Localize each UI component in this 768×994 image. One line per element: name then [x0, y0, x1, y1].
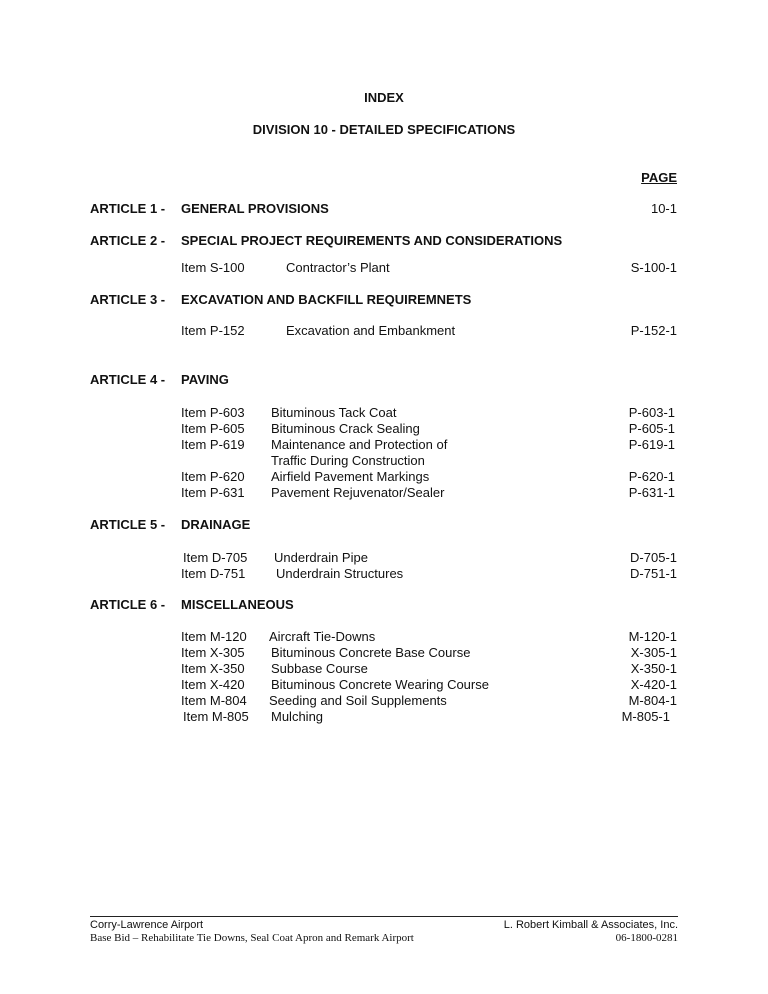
item-x305-desc: Bituminous Concrete Base Course	[271, 645, 471, 660]
article-5-label: ARTICLE 5 -	[90, 517, 166, 532]
item-p603-desc: Bituminous Tack Coat	[271, 405, 397, 420]
item-s100-desc: Contractor’s Plant	[286, 260, 390, 275]
item-p152-page: P-152-1	[630, 323, 677, 338]
item-x305-number: Item X-305	[181, 645, 245, 660]
article-2-title: SPECIAL PROJECT REQUIREMENTS AND CONSIDERATIONS	[181, 233, 563, 248]
item-m120-number: Item M-120	[181, 629, 247, 644]
article-2-label: ARTICLE 2 -	[90, 233, 166, 248]
item-p603-number: Item P-603	[181, 405, 245, 420]
item-x420-page: X-420-1	[630, 677, 677, 692]
item-p605-page: P-605-1	[628, 421, 675, 436]
article-3-title: EXCAVATION AND BACKFILL REQUIREMNETS	[181, 292, 472, 307]
article-1-page: 10-1	[650, 201, 677, 216]
item-p620-page: P-620-1	[628, 469, 675, 484]
footer-project-number: 06-1800-0281	[615, 932, 678, 944]
article-3-label: ARTICLE 3 -	[90, 292, 166, 307]
item-p605-number: Item P-605	[181, 421, 245, 436]
footer-project-name: Corry-Lawrence Airport	[90, 919, 204, 931]
item-p619-page: P-619-1	[628, 437, 675, 452]
article-6-label: ARTICLE 6 -	[90, 597, 166, 612]
item-d751-desc: Underdrain Structures	[276, 566, 404, 581]
item-x420-desc: Bituminous Concrete Wearing Course	[271, 677, 489, 692]
article-5-title: DRAINAGE	[181, 517, 251, 532]
footer-project-description: Base Bid – Rehabilitate Tie Downs, Seal Coat Apron and Remark Airport	[90, 932, 414, 944]
article-1-label: ARTICLE 1 -	[90, 201, 166, 216]
item-d751-number: Item D-751	[181, 566, 246, 581]
item-d705-desc: Underdrain Pipe	[274, 550, 368, 565]
item-m120-desc: Aircraft Tie-Downs	[269, 629, 376, 644]
item-p603-page: P-603-1	[628, 405, 675, 420]
item-m805-page: M-805-1	[621, 709, 670, 724]
article-4-title: PAVING	[181, 372, 229, 387]
item-d705-page: D-705-1	[630, 550, 677, 565]
item-p605-desc: Bituminous Crack Sealing	[271, 421, 420, 436]
item-p152-desc: Excavation and Embankment	[286, 323, 456, 338]
division-title: DIVISION 10 - DETAILED SPECIFICATIONS	[252, 122, 516, 137]
item-p619-desc-line2: Traffic During Construction	[271, 453, 425, 468]
item-m804-page: M-804-1	[628, 693, 677, 708]
item-m804-desc: Seeding and Soil Supplements	[269, 693, 447, 708]
item-p152-number: Item P-152	[181, 323, 245, 338]
index-title: INDEX	[364, 90, 404, 105]
item-d751-page: D-751-1	[630, 566, 677, 581]
article-6-title: MISCELLANEOUS	[181, 597, 294, 612]
item-p631-desc: Pavement Rejuvenator/Sealer	[271, 485, 445, 500]
item-x420-number: Item X-420	[181, 677, 245, 692]
article-4-label: ARTICLE 4 -	[90, 372, 166, 387]
item-s100-number: Item S-100	[181, 260, 245, 275]
item-m120-page: M-120-1	[628, 629, 677, 644]
item-p631-page: P-631-1	[628, 485, 675, 500]
footer-firm-name: L. Robert Kimball & Associates, Inc.	[503, 919, 678, 931]
item-s100-page: S-100-1	[630, 260, 677, 275]
item-x350-desc: Subbase Course	[271, 661, 368, 676]
footer-divider	[90, 916, 678, 917]
item-p619-number: Item P-619	[181, 437, 245, 452]
item-d705-number: Item D-705	[183, 550, 248, 565]
item-p631-number: Item P-631	[181, 485, 245, 500]
page-column-heading: PAGE	[641, 170, 677, 185]
item-x350-page: X-350-1	[630, 661, 677, 676]
item-p620-number: Item P-620	[181, 469, 245, 484]
article-1-title: GENERAL PROVISIONS	[181, 201, 329, 216]
item-m804-number: Item M-804	[181, 693, 247, 708]
item-m805-number: Item M-805	[183, 709, 249, 724]
item-p620-desc: Airfield Pavement Markings	[271, 469, 430, 484]
item-x350-number: Item X-350	[181, 661, 245, 676]
item-m805-desc: Mulching	[271, 709, 324, 724]
item-x305-page: X-305-1	[630, 645, 677, 660]
item-p619-desc: Maintenance and Protection of	[271, 437, 448, 452]
